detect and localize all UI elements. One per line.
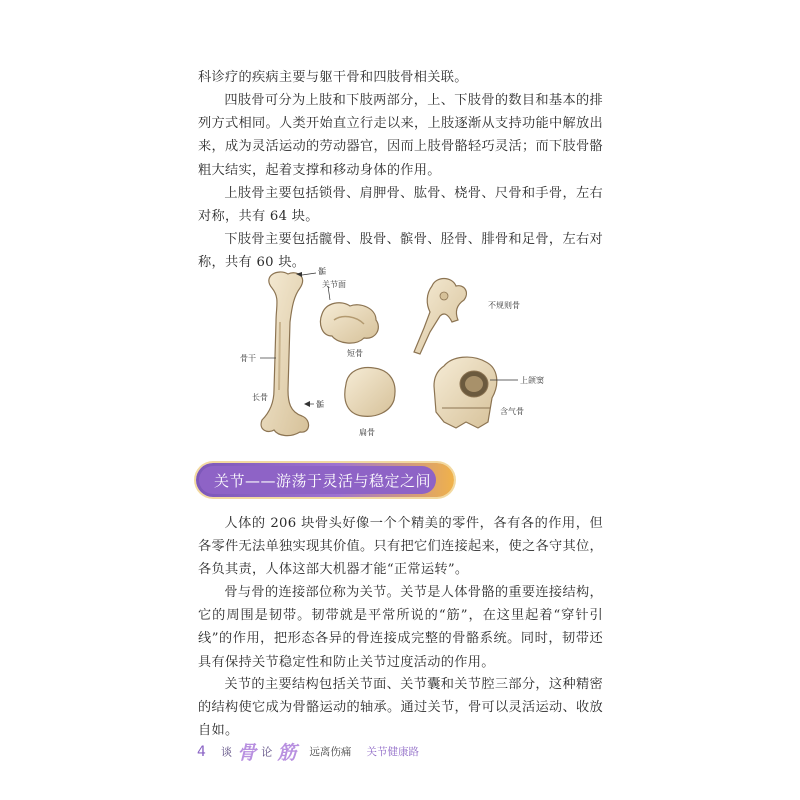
chapter-name: 关节健康路	[366, 746, 420, 758]
paragraph-joints-definition: 骨与骨的连接部位称为关节。关节是人体骨骼的重要连接结构，它的周围是韧带。韧带就是平常所说的“筋”，在这里起着“穿针引线”的作用，把形态各异的骨连接成完整的骨骼系统。同时，韧带还具有保持关节稳定性和防止关节过度活动的作用。	[198, 585, 603, 670]
series-name: 远离伤痛	[309, 746, 352, 758]
section-heading-banner	[196, 463, 454, 497]
short-bone-drawing	[320, 303, 378, 343]
label-irregular-bone: 不规则骨	[488, 301, 520, 310]
paragraph-joint-structure: 关节的主要结构包括关节面、关节囊和关节腔三部分，这种精密的结构使它成为骨骼运动的轴承。通过关节，骨可以灵活运动、收放自如。	[198, 677, 603, 739]
bone-types-illustration	[230, 262, 575, 454]
section-title: 关节——游荡于灵活与稳定之间	[214, 472, 432, 490]
label-long-bone: 长骨	[252, 393, 268, 402]
label-short-bone: 短骨	[347, 349, 363, 358]
pneumatic-bone-drawing	[434, 357, 497, 428]
label-flat-bone: 扁骨	[359, 428, 375, 437]
bone-types-drawing	[230, 262, 575, 454]
label-articular-surface: 关节面	[322, 280, 346, 289]
label-diaphysis: 骨干	[240, 354, 256, 363]
label-epiphysis-top: 骺	[318, 267, 326, 276]
flat-bone-drawing	[345, 368, 395, 417]
page-footer	[197, 738, 419, 762]
label-maxillary-sinus: 上颌窦	[520, 376, 544, 385]
paragraph-bones-as-parts: 人体的 206 块骨头好像一个个精美的零件，各有各的作用，但各零件无法单独实现其价值。只有把它们连接起来，使之各守其位，各负其责，人体这部大机器才能“正常运转”。	[198, 516, 603, 578]
paragraph-limb-bones: 四肢骨可分为上肢和下肢两部分，上、下肢骨的数目和基本的排列方式相同。人类开始直立行走以来，上肢逐渐从支持功能中解放出来，成为灵活运动的劳动器官，因而上肢骨骼轻巧灵活；而下肢骨骼粗大结实，起着支撑和移动身体的作用。	[198, 93, 603, 178]
book-title-char-1: 谈	[221, 745, 233, 759]
irregular-bone-drawing	[414, 279, 466, 355]
label-epiphysis-bottom: 骺	[316, 400, 324, 409]
book-title-char-4: 筋	[277, 742, 297, 764]
label-pneumatic-bone: 含气骨	[500, 407, 524, 416]
paragraph-continued: 科诊疗的疾病主要与躯干骨和四肢骨相关联。	[198, 70, 468, 85]
book-title-char-3: 论	[261, 745, 273, 759]
arrow-epiphysis-bottom	[304, 401, 310, 407]
paragraph-lower-limb: 下肢骨主要包括髋骨、股骨、髌骨、胫骨、腓骨和足骨，左右对称，共有 60 块。	[198, 232, 603, 271]
page-number: 4	[197, 743, 206, 760]
book-title-char-2: 骨	[237, 742, 257, 764]
paragraph-upper-limb: 上肢骨主要包括锁骨、肩胛骨、肱骨、桡骨、尺骨和手骨，左右对称，共有 64 块。	[198, 186, 603, 225]
long-bone-drawing	[261, 272, 308, 436]
